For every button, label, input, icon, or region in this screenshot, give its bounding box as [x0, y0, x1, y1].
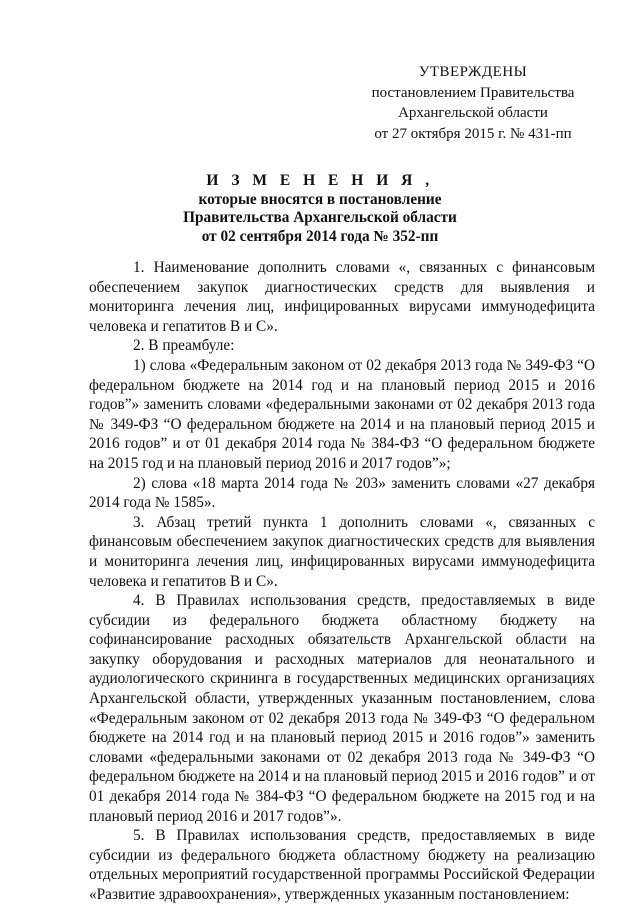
- paragraph-item-5: 5. В Правилах использования средств, предоставляемых в виде субсидии из федерального бюджета областному бюджету на реализацию отдельных мероприятий государственной программы Российской Федерации «Развитие здравоохранения», утвержденных указанным постановлением:: [89, 827, 595, 903]
- paragraph-item-1: 1. Наименование дополнить словами «, связанных с финансовым обеспечением закупок диагностических средств для выявления и мониторинга лечения лиц, инфицированных вирусами иммунодефицита человека и гепатитов В и С».: [89, 259, 595, 335]
- document-body: [89, 258, 595, 905]
- approval-heading: УТВЕРЖДЕНЫ: [418, 64, 528, 80]
- paragraph-item-2: 2. В преамбуле:: [133, 337, 235, 355]
- title-line-1: которые вносятся в постановление: [198, 190, 442, 208]
- title-line-3: от 02 сентября 2014 года № 352-пп: [201, 227, 439, 245]
- paragraph-item-3: 3. Абзац третий пункта 1 дополнить словами «, связанных с финансовым обеспечением закупок диагностических средств для выявления и мониторинга лечения лиц, инфицированных вирусами иммунодефицита человека и гепатитов В и С».: [89, 513, 595, 590]
- document-title: [80, 172, 560, 246]
- approval-line-3: от 27 октября 2015 г. № 431-пп: [374, 125, 572, 142]
- approval-line-2: Архангельской области: [398, 105, 548, 121]
- paragraph-subitem-2-2: 2) слова «18 марта 2014 года № 203» заменить словами «27 декабря 2014 года № 1585».: [89, 474, 595, 512]
- approval-line-1: постановлением Правительства: [371, 84, 575, 101]
- title-line-2: Правительства Архангельской области: [183, 209, 457, 226]
- paragraph-item-4: 4. В Правилах использования средств, предоставляемых в виде субсидии из федерального бюджета областному бюджету на софинансирование расходных обязательств Архангельской области на закупку оборудования и расходных материалов для неонатального и аудиологического скрининга в государственных медицинских организациях Архангельской области, утвержденных указанным постановлением, слова «Федеральным законом от 02 декабря 2013 года № 349-ФЗ “О федеральном бюджете на 2014 год и на плановый период 2015 и 2016 годов”» заменить словами «федеральными законами от 02 декабря 2013 года № 349-ФЗ “О федеральном бюджете на 2014 и на плановый период 2015 и 2016 годов” и от 01 декабря 2014 года № 384-ФЗ “О федеральном бюджете на 2015 год и на плановый период 2016 и 2017 годов”».: [89, 592, 595, 825]
- paragraph-subitem-2-1: 1) слова «Федеральным законом от 02 декабря 2013 года № 349-ФЗ “О федеральном бюджете на 2014 год и на плановый период 2015 и 2016 годов”» заменить словами «федеральными законами от 02 декабря 2013 года № 349-ФЗ “О федеральном бюджете на 2014 и на плановый период 2015 и 2016 годов” и от 01 декабря 2014 года № 384-ФЗ “О федеральном бюджете на 2015 год и на плановый период 2016 и 2017 годов”»;: [89, 356, 595, 472]
- title-word: И З М Е Н Е Н И Я ,: [206, 172, 434, 189]
- approval-stamp: [368, 62, 578, 144]
